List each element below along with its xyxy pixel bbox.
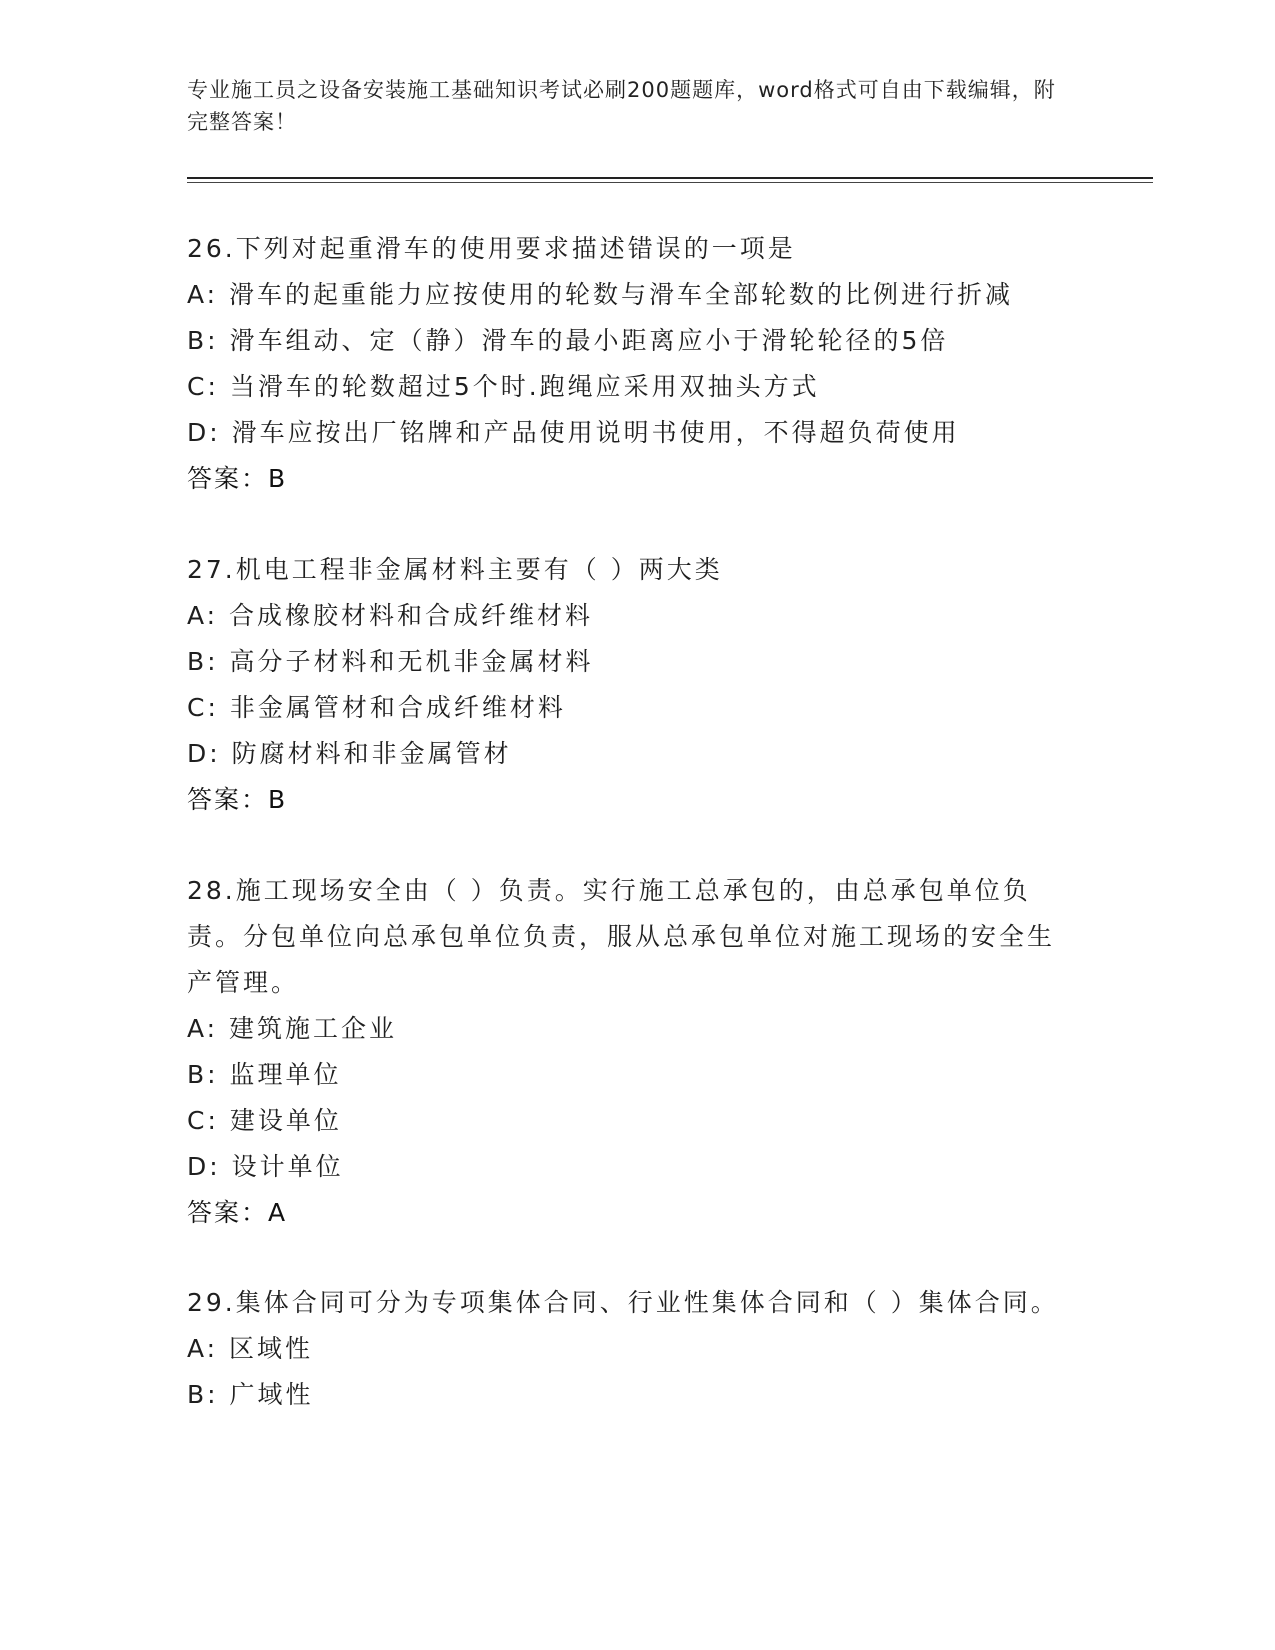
option-b: B: 广域性: [187, 1380, 314, 1409]
option-d: D: 设计单位: [187, 1152, 344, 1181]
option-d: D: 防腐材料和非金属管材: [187, 739, 512, 768]
option-a: A: 合成橡胶材料和合成纤维材料: [187, 601, 594, 630]
answer-label: 答案：B: [187, 785, 288, 814]
question-stem: 27.机电工程非金属材料主要有（ ）两大类: [187, 555, 723, 584]
option-a: A: 建筑施工企业: [187, 1014, 398, 1043]
option-a: A: 区域性: [187, 1334, 314, 1363]
option-c: C: 非金属管材和合成纤维材料: [187, 693, 566, 722]
header-divider-thick: [187, 177, 1153, 179]
option-b: B: 监理单位: [187, 1060, 342, 1089]
question-stem: 29.集体合同可分为专项集体合同、行业性集体合同和（ ）集体合同。: [187, 1288, 1059, 1317]
question-26: [187, 226, 1067, 502]
question-stem: 28.施工现场安全由（ ）负责。实行施工总承包的，由总承包单位负责。分包单位向总承包单位负责，服从总承包单位对施工现场的安全生产管理。: [187, 876, 1056, 997]
option-c: C: 建设单位: [187, 1106, 342, 1135]
header-divider-thin: [187, 182, 1153, 183]
option-c: C: 当滑车的轮数超过5个时.跑绳应采用双抽头方式: [187, 372, 820, 401]
document-header: 专业施工员之设备安装施工基础知识考试必刷200题题库，word格式可自由下载编辑，附完整答案！: [187, 78, 1056, 134]
option-a: A: 滑车的起重能力应按使用的轮数与滑车全部轮数的比例进行折减: [187, 280, 1014, 309]
question-27: [187, 547, 1067, 823]
option-b: B: 高分子材料和无机非金属材料: [187, 647, 594, 676]
question-29: [187, 1280, 1067, 1418]
question-stem: 26.下列对起重滑车的使用要求描述错误的一项是: [187, 234, 796, 263]
answer-label: 答案：B: [187, 464, 288, 493]
option-b: B: 滑车组动、定（静）滑车的最小距离应小于滑轮轮径的5倍: [187, 326, 949, 355]
option-d: D: 滑车应按出厂铭牌和产品使用说明书使用，不得超负荷使用: [187, 418, 960, 447]
answer-label: 答案：A: [187, 1198, 288, 1227]
question-28: [187, 868, 1067, 1236]
